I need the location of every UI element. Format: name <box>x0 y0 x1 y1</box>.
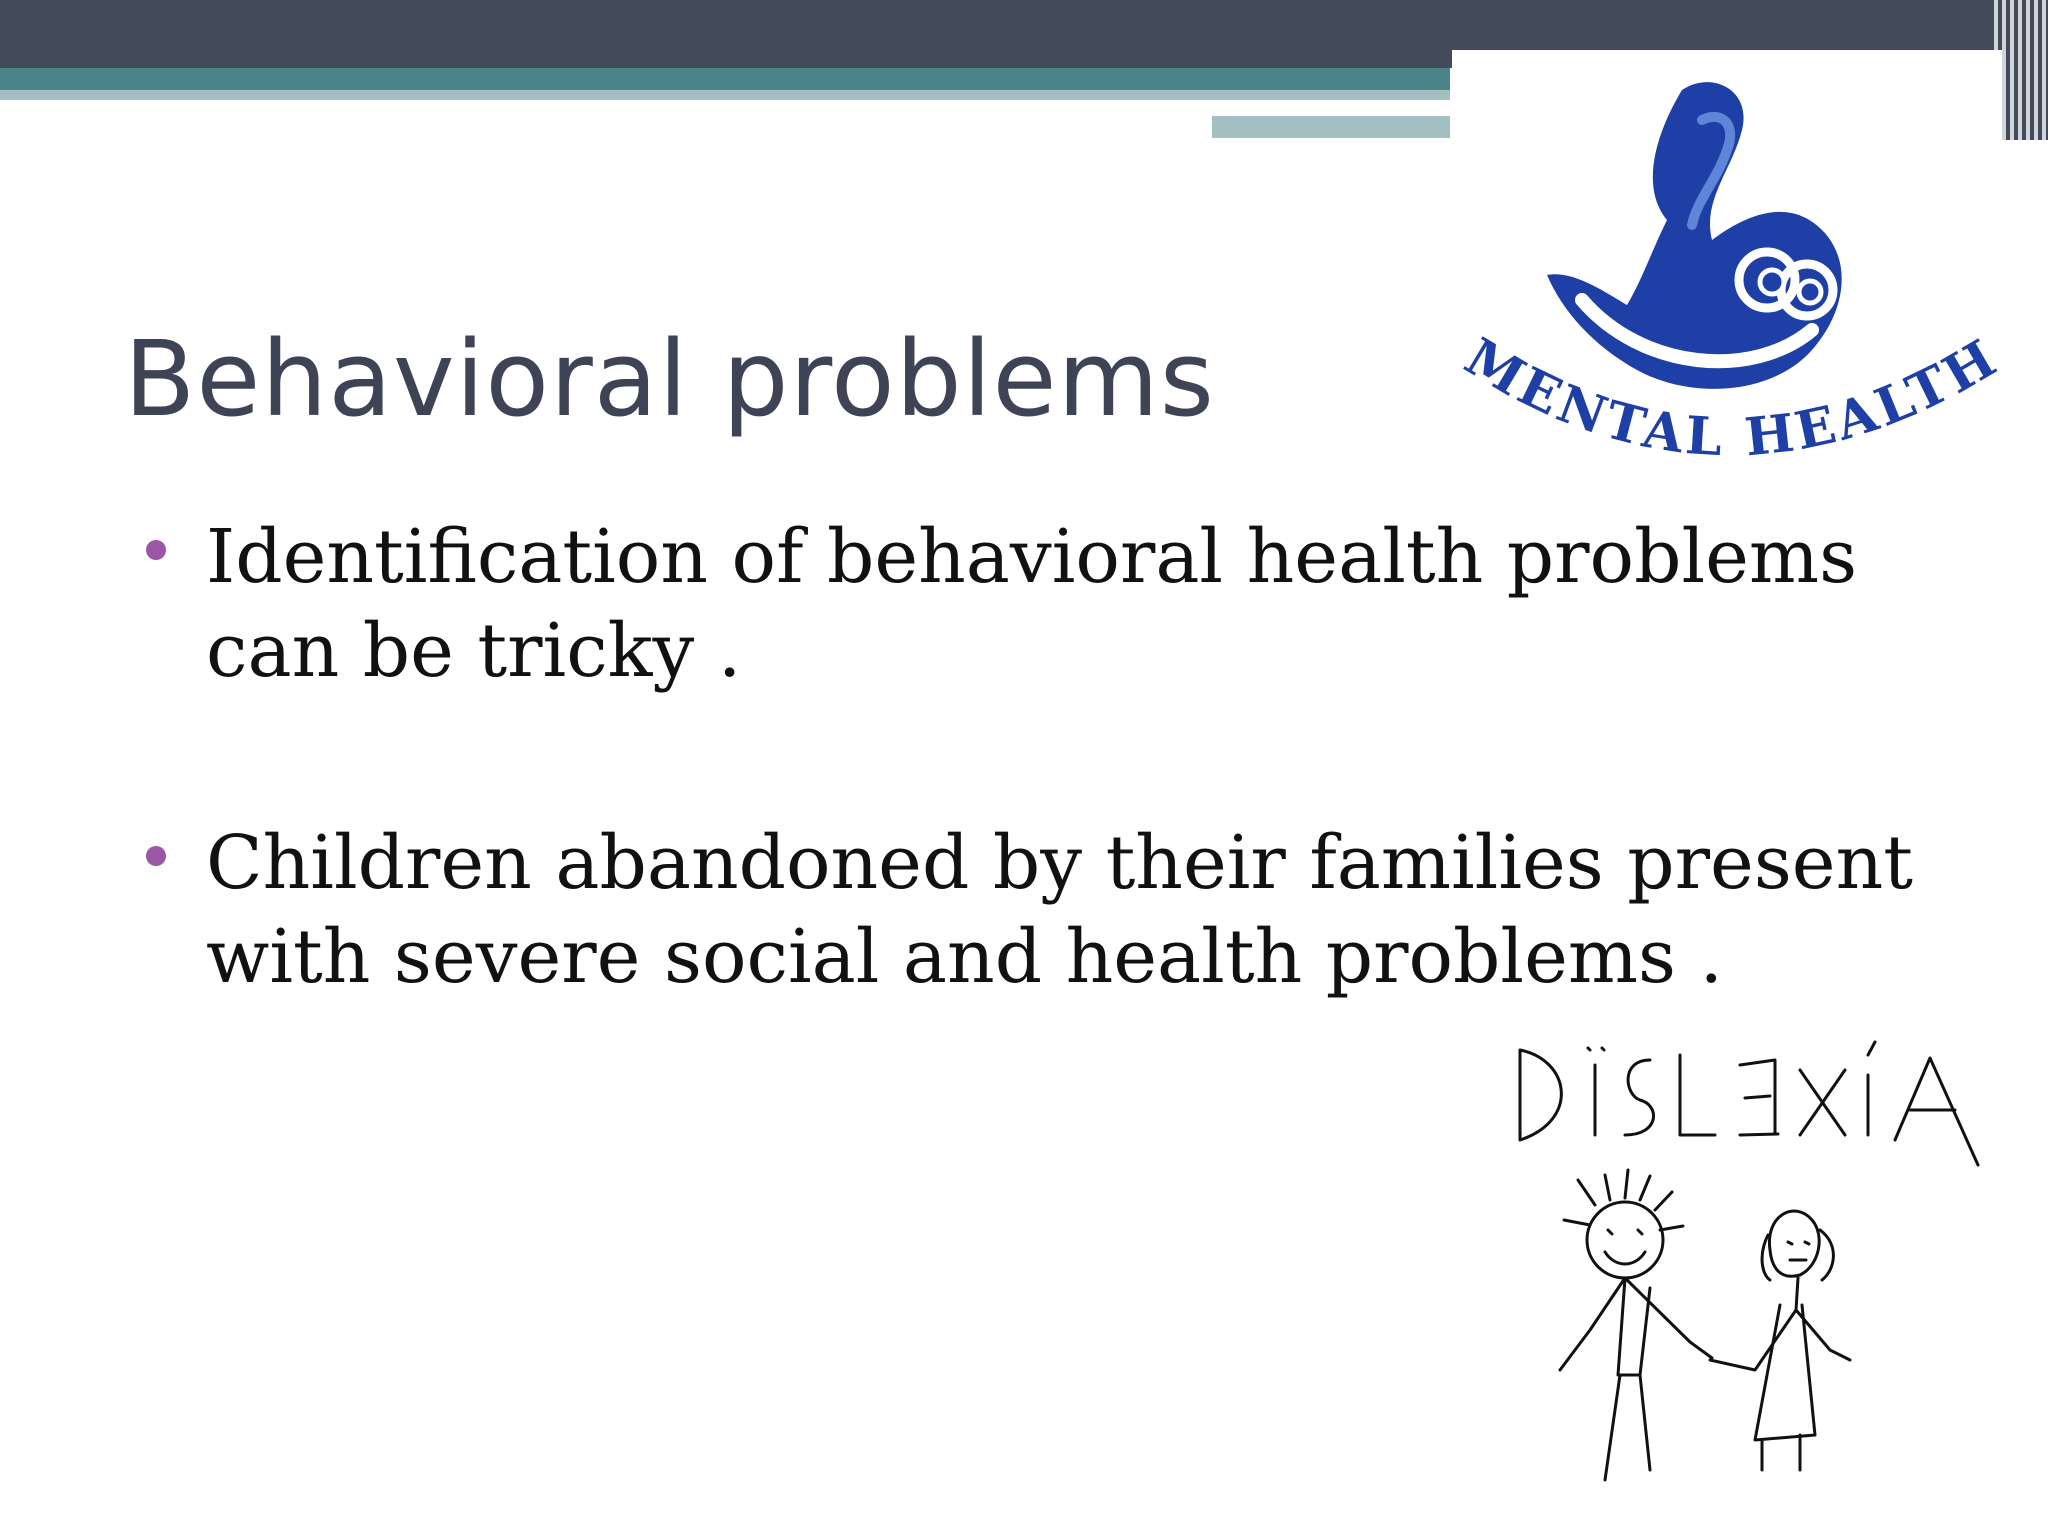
logo-text: MENTAL HEALTH <box>1454 326 2002 469</box>
header-bar-light <box>0 90 1212 100</box>
slide-title: Behavioral problems <box>124 318 1215 440</box>
dyslexia-drawing <box>1500 1030 2000 1510</box>
crossed-fingers-icon <box>1452 50 2002 510</box>
bullet-text: Children abandoned by their families present with severe social and health problems . <box>206 820 1913 1000</box>
header-bar-light-right <box>1212 90 1450 100</box>
child-drawing-icon <box>1500 1030 2000 1510</box>
drawing-boy <box>1560 1170 1712 1480</box>
bullet-dot-icon <box>146 540 166 560</box>
drawing-lettering <box>1520 1042 1978 1165</box>
bullet-dot-icon <box>146 846 166 866</box>
header-bar-gap <box>1212 104 1450 112</box>
bullet-text: Identification of behavioral health problems can be tricky . <box>206 514 1858 694</box>
header-bar-light-lower <box>1212 116 1450 138</box>
bullet-list <box>146 510 1946 1004</box>
mental-health-logo <box>1452 50 2002 510</box>
header-bar-teal <box>0 68 1450 90</box>
list-item <box>146 510 1946 698</box>
list-item <box>146 816 1946 1004</box>
drawing-girl <box>1710 1211 1850 1470</box>
